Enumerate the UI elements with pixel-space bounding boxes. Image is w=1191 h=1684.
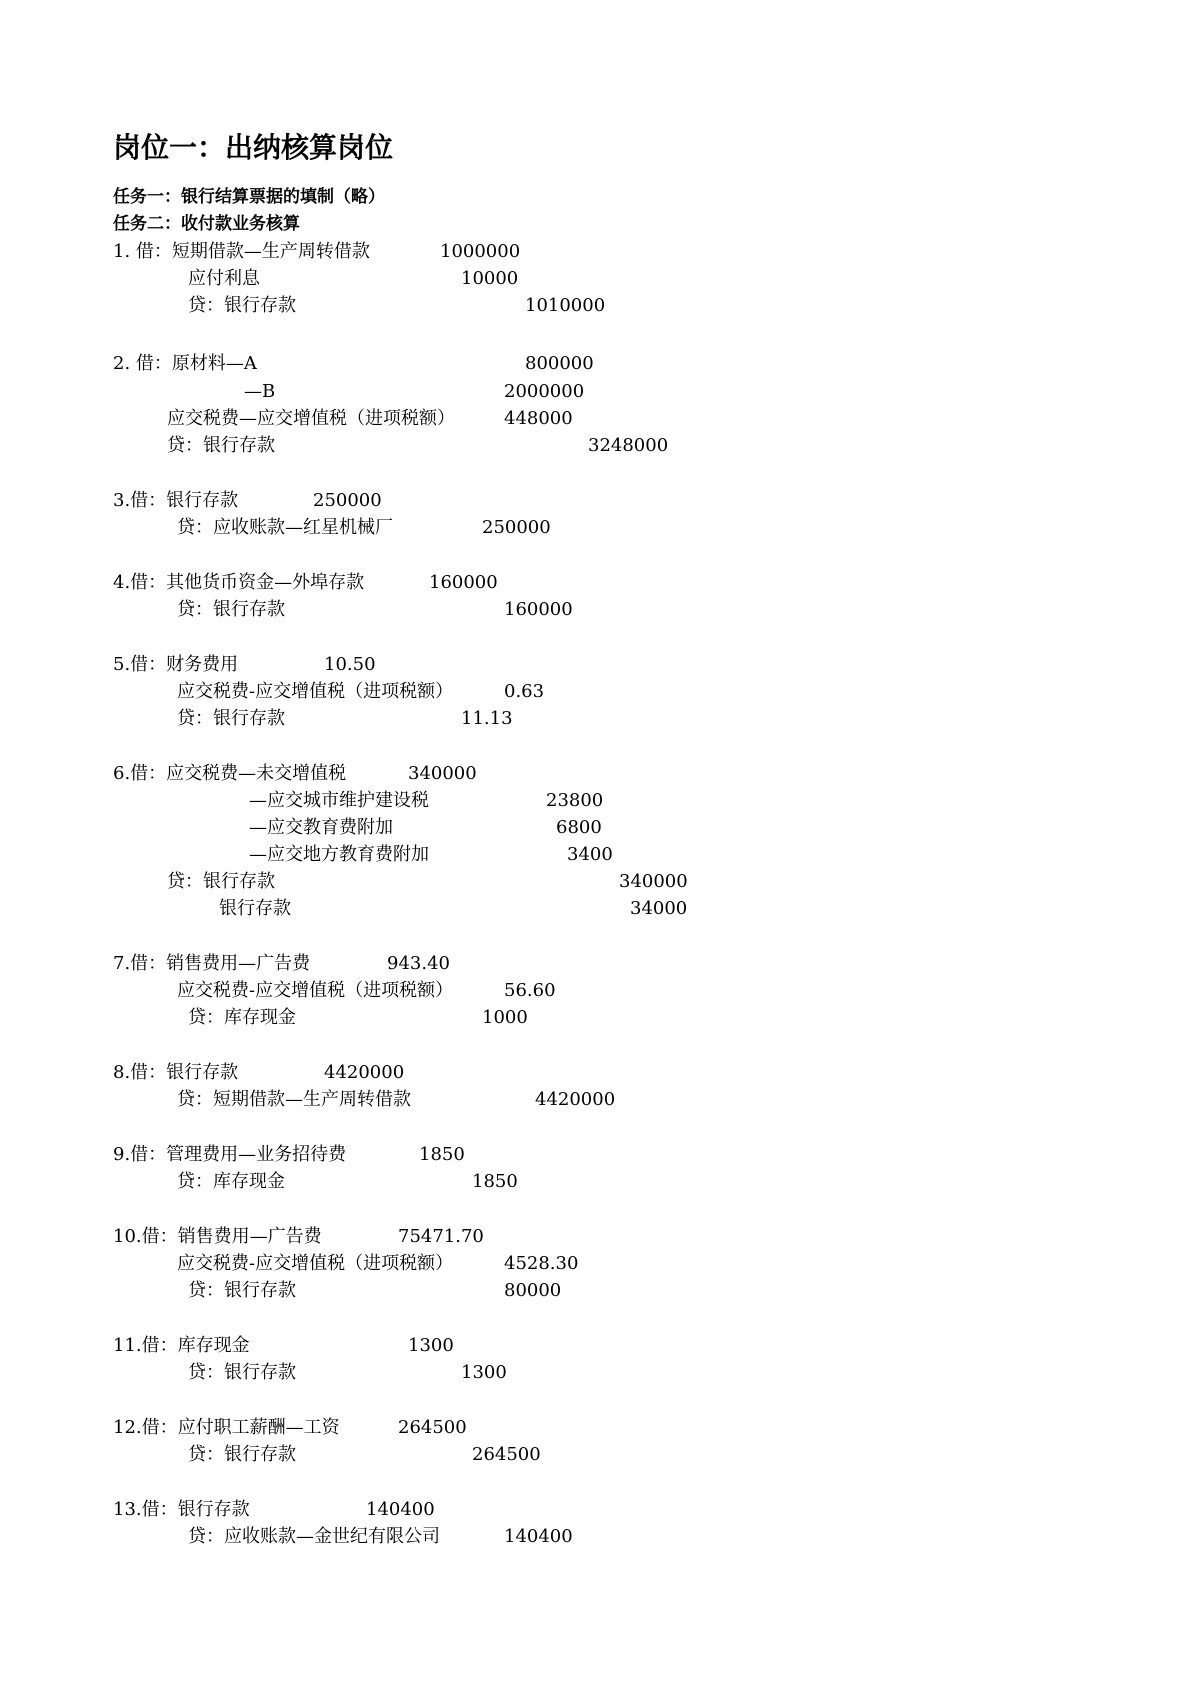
entry-amount: 1300 (408, 1335, 454, 1356)
entry-line (0, 1526, 1191, 1548)
entry-line (0, 241, 1191, 263)
entry-line (0, 654, 1191, 676)
entry-account: —应交城市维护建设税 (249, 790, 429, 811)
entry-amount: 1850 (419, 1144, 465, 1165)
entry-amount: 160000 (504, 599, 573, 620)
entry-amount: 250000 (482, 517, 551, 538)
entry-account: 贷：库存现金 (177, 1171, 285, 1192)
entry-amount: 3248000 (588, 435, 669, 456)
entry-line (0, 817, 1191, 839)
entry-account: 1. 借：短期借款—生产周转借款 (113, 241, 370, 262)
entry-account: 贷：应收账款—金世纪有限公司 (188, 1526, 440, 1547)
entry-amount: 3400 (567, 844, 613, 865)
entry-account: —应交教育费附加 (249, 817, 393, 838)
entry-line (0, 980, 1191, 1002)
entry-line (0, 381, 1191, 403)
task-heading-2: 任务二：收付款业务核算 (113, 214, 300, 234)
entry-account: 9.借：管理费用—业务招待费 (113, 1144, 347, 1165)
entry-amount: 2000000 (504, 381, 585, 402)
entry-account: 贷：银行存款 (177, 599, 285, 620)
entry-line (0, 572, 1191, 594)
entry-line (0, 1362, 1191, 1384)
entry-line (0, 517, 1191, 539)
page-title: 岗位一：出纳核算岗位 (113, 131, 394, 164)
entry-line (0, 408, 1191, 430)
entry-account: 10.借：销售费用—广告费 (113, 1226, 322, 1247)
entry-account: 6.借：应交税费—未交增值税 (113, 763, 347, 784)
entry-line (0, 681, 1191, 703)
entry-line (0, 763, 1191, 785)
entry-amount: 80000 (504, 1280, 562, 1301)
entry-amount: 6800 (556, 817, 602, 838)
entry-amount: 264500 (472, 1444, 541, 1465)
entry-account: —B (244, 381, 276, 402)
entry-account: 贷：银行存款 (167, 871, 275, 892)
entry-account: 贷：银行存款 (188, 1362, 296, 1383)
entry-line (0, 953, 1191, 975)
entry-account: 3.借：银行存款 (113, 490, 239, 511)
entry-account: 2. 借：原材料—A (113, 353, 257, 374)
entry-account: 应交税费-应交增值税（进项税额） (177, 1253, 454, 1274)
entry-amount: 448000 (504, 408, 573, 429)
entry-account: 应交税费—应交增值税（进项税额） (167, 408, 455, 429)
entry-amount: 11.13 (461, 708, 513, 729)
entry-amount: 4420000 (535, 1089, 616, 1110)
entry-amount: 23800 (546, 790, 604, 811)
entry-line (0, 1007, 1191, 1029)
entry-account: 应交税费-应交增值税（进项税额） (177, 681, 454, 702)
entry-amount: 1300 (461, 1362, 507, 1383)
entry-account: 贷：银行存款 (177, 708, 285, 729)
entry-amount: 75471.70 (398, 1226, 484, 1247)
entry-line (0, 268, 1191, 290)
entry-account: 贷：库存现金 (188, 1007, 296, 1028)
entry-account: 应交税费-应交增值税（进项税额） (177, 980, 454, 1001)
entry-amount: 160000 (429, 572, 498, 593)
entry-account: 贷：短期借款—生产周转借款 (177, 1089, 411, 1110)
entry-amount: 10000 (461, 268, 519, 289)
task-heading-1: 任务一：银行结算票据的填制（略） (113, 187, 385, 207)
entry-account: 银行存款 (219, 898, 291, 919)
entry-line (0, 1253, 1191, 1275)
entry-line (0, 1499, 1191, 1521)
entry-line (0, 490, 1191, 512)
entry-amount: 800000 (525, 353, 594, 374)
entry-line (0, 1444, 1191, 1466)
entry-line (0, 708, 1191, 730)
entry-account: 11.借：库存现金 (113, 1335, 250, 1356)
entry-account: 贷：银行存款 (188, 1280, 296, 1301)
entry-amount: 1000000 (440, 241, 521, 262)
entry-account: 贷：银行存款 (188, 1444, 296, 1465)
entry-account: 12.借：应付职工薪酬—工资 (113, 1417, 340, 1438)
entry-line (0, 295, 1191, 317)
entry-line (0, 599, 1191, 621)
entry-line (0, 1171, 1191, 1193)
entry-account: 5.借：财务费用 (113, 654, 239, 675)
entry-amount: 140400 (504, 1526, 573, 1547)
entry-line (0, 898, 1191, 920)
entry-amount: 1850 (472, 1171, 518, 1192)
entry-line (0, 790, 1191, 812)
entry-amount: 340000 (408, 763, 477, 784)
entry-amount: 4420000 (324, 1062, 405, 1083)
entry-line (0, 1226, 1191, 1248)
entry-line (0, 1335, 1191, 1357)
entry-account: 贷：应收账款—红星机械厂 (177, 517, 393, 538)
entry-line (0, 1144, 1191, 1166)
entry-amount: 340000 (619, 871, 688, 892)
entry-amount: 943.40 (387, 953, 450, 974)
entry-amount: 34000 (630, 898, 688, 919)
entry-line (0, 871, 1191, 893)
entry-amount: 10.50 (324, 654, 376, 675)
entry-line (0, 1417, 1191, 1439)
entry-line (0, 844, 1191, 866)
entry-account: 8.借：银行存款 (113, 1062, 239, 1083)
entry-line (0, 1062, 1191, 1084)
entry-line (0, 1280, 1191, 1302)
entry-amount: 250000 (313, 490, 382, 511)
entry-amount: 140400 (366, 1499, 435, 1520)
entry-amount: 1000 (482, 1007, 528, 1028)
entry-account: 7.借：销售费用—广告费 (113, 953, 311, 974)
entry-account: 4.借：其他货币资金—外埠存款 (113, 572, 365, 593)
entry-amount: 0.63 (504, 681, 545, 702)
entry-account: 贷：银行存款 (167, 435, 275, 456)
entry-amount: 1010000 (525, 295, 606, 316)
entry-amount: 264500 (398, 1417, 467, 1438)
entry-line (0, 1089, 1191, 1111)
entry-line (0, 353, 1191, 375)
entry-account: 贷：银行存款 (188, 295, 296, 316)
entry-amount: 56.60 (504, 980, 556, 1001)
entry-amount: 4528.30 (504, 1253, 579, 1274)
entry-line (0, 435, 1191, 457)
entry-account: 13.借：银行存款 (113, 1499, 250, 1520)
entry-account: —应交地方教育费附加 (249, 844, 429, 865)
entry-account: 应付利息 (188, 268, 260, 289)
